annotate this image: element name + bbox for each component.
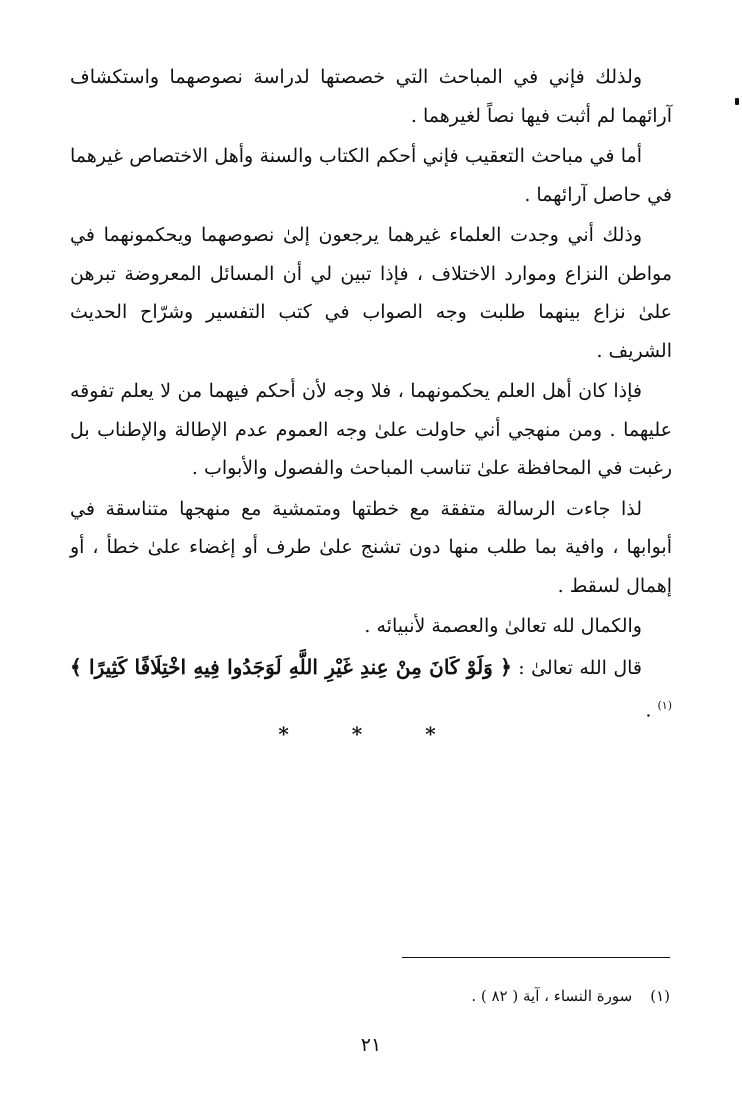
paragraph-3: وذلك أني وجدت العلماء غيرهما يرجعون إلىٰ نصوصهما ويحكمونهما في مواطن النزاع وموارد الاختلاف ، فإذا تبين لي أن المسائل المعروضة تبرهن علىٰ نزاع بينهما طلبت وجه الصواب في كتب التفسير وشرّاح الحديث الشريف . bbox=[70, 224, 672, 362]
verse-intro: قال الله تعالىٰ : bbox=[511, 656, 642, 679]
quran-citation bbox=[70, 648, 672, 730]
paragraph-1: ولذلك فإني في المباحث التي خصصتها لدراسة نصوصهما واستكشاف آرائهما لم أثبت فيها نصاً لغيرهما . bbox=[70, 66, 672, 127]
footnote bbox=[471, 984, 670, 1008]
quran-verse: ﴿ وَلَوْ كَانَ مِنْ عِندِ غَيْرِ اللَّهِ لَوَجَدُوا فِيهِ اخْتِلَافًا كَثِيرًا ﴾ bbox=[70, 654, 512, 679]
footnote-rule bbox=[402, 957, 670, 958]
footnote-marker: (١) bbox=[657, 699, 672, 712]
page-body bbox=[70, 58, 672, 730]
page-number: ٢١ bbox=[360, 1034, 382, 1056]
footnote-number: (١) bbox=[650, 987, 670, 1005]
paragraph-6: والكمال لله تعالىٰ والعصمة لأنبيائه . bbox=[364, 615, 642, 637]
verse-end: . bbox=[645, 699, 658, 722]
paragraph-2: أما في مباحث التعقيب فإني أحكم الكتاب والسنة وأهل الاختصاص غيرهما في حاصل آرائهما . bbox=[70, 145, 672, 206]
margin-mark bbox=[735, 98, 739, 105]
footnote-text: سورة النساء ، آية ( ٨٢ ) . bbox=[471, 987, 633, 1005]
paragraph-4: فإذا كان أهل العلم يحكمونهما ، فلا وجه لأن أحكم فيهما من لا يعلم تفوقه عليهما . ومن منهجي أني حاولت علىٰ وجه العموم عدم الإطالة والإطناب بل رغبت في المحافظة علىٰ تناسب المباحث والفصول والأبواب . bbox=[70, 380, 672, 479]
paragraph-5: لذا جاءت الرسالة متفقة مع خطتها ومتمشية مع منهجها متناسقة في أبوابها ، وافية بما طلب منها دون تشنج علىٰ طرف أو إغضاء علىٰ خطأ ، أو إهمال لسقط . bbox=[70, 497, 672, 597]
section-separator: * * * bbox=[278, 722, 464, 746]
